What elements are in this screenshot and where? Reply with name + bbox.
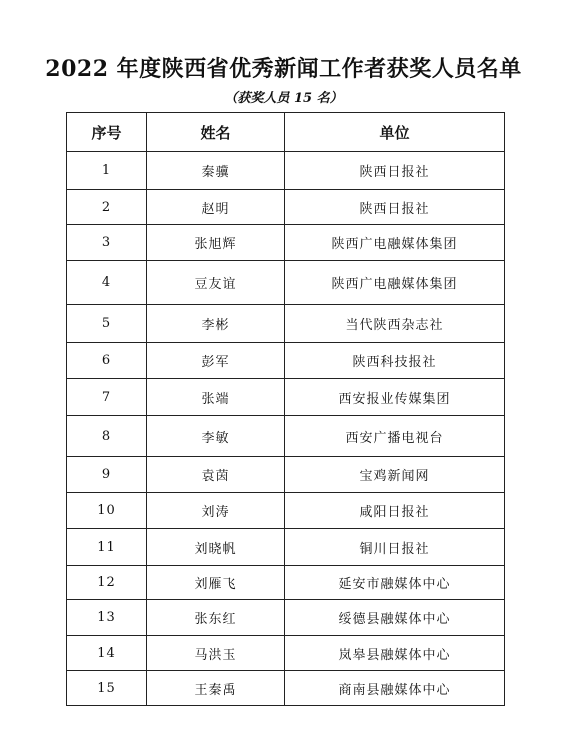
- row-name: 张端: [147, 379, 285, 416]
- row-unit: 宝鸡新闻网: [285, 457, 505, 493]
- row-name: 马洪玉: [147, 636, 285, 671]
- row-number: 5: [67, 305, 147, 343]
- row-name: 李敏: [147, 416, 285, 457]
- row-unit: 铜川日报社: [285, 529, 505, 566]
- row-number: 6: [67, 343, 147, 379]
- row-unit: 西安广播电视台: [285, 416, 505, 457]
- row-name: 秦骥: [147, 152, 285, 190]
- row-number: 14: [67, 636, 147, 671]
- row-unit: 岚皋县融媒体中心: [285, 636, 505, 671]
- row-unit: 陕西日报社: [285, 152, 505, 190]
- row-unit: 西安报业传媒集团: [285, 379, 505, 416]
- row-unit: 陕西广电融媒体集团: [285, 225, 505, 261]
- table-row: [67, 566, 505, 600]
- table-row: [67, 457, 505, 493]
- header-row: [67, 113, 505, 152]
- award-roster-table: [66, 112, 505, 706]
- row-unit: 延安市融媒体中心: [285, 566, 505, 600]
- row-name: 刘涛: [147, 493, 285, 529]
- row-number: 10: [67, 493, 147, 529]
- row-number: 15: [67, 671, 147, 706]
- row-number: 12: [67, 566, 147, 600]
- row-unit: 咸阳日报社: [285, 493, 505, 529]
- row-name: 豆友谊: [147, 261, 285, 305]
- row-name: 刘雁飞: [147, 566, 285, 600]
- table-row: [67, 152, 505, 190]
- row-unit: 当代陕西杂志社: [285, 305, 505, 343]
- row-unit: 陕西日报社: [285, 190, 505, 225]
- page-title: 2022 年度陕西省优秀新闻工作者获奖人员名单: [45, 56, 522, 82]
- table-row: [67, 529, 505, 566]
- row-name: 张旭辉: [147, 225, 285, 261]
- table-row: [67, 671, 505, 706]
- table-row: [67, 305, 505, 343]
- row-name: 袁茵: [147, 457, 285, 493]
- row-number: 13: [67, 600, 147, 636]
- row-unit: 商南县融媒体中心: [285, 671, 505, 706]
- row-number: 2: [67, 190, 147, 225]
- column-header-number: 序号: [67, 113, 147, 152]
- row-name: 王秦禹: [147, 671, 285, 706]
- table-row: [67, 416, 505, 457]
- row-name: 刘晓帆: [147, 529, 285, 566]
- row-number: 11: [67, 529, 147, 566]
- table-row: [67, 225, 505, 261]
- row-number: 8: [67, 416, 147, 457]
- column-header-name: 姓名: [147, 113, 285, 152]
- table-body: [67, 152, 505, 706]
- table-row: [67, 190, 505, 225]
- page-subtitle: （获奖人员 15 名）: [224, 91, 343, 106]
- table-row: [67, 343, 505, 379]
- row-name: 张东红: [147, 600, 285, 636]
- table-row: [67, 600, 505, 636]
- table-header: [67, 113, 505, 152]
- row-number: 1: [67, 152, 147, 190]
- table-row: [67, 493, 505, 529]
- row-name: 李彬: [147, 305, 285, 343]
- column-header-unit: 单位: [285, 113, 505, 152]
- row-number: 9: [67, 457, 147, 493]
- row-unit: 陕西科技报社: [285, 343, 505, 379]
- row-unit: 陕西广电融媒体集团: [285, 261, 505, 305]
- row-number: 4: [67, 261, 147, 305]
- row-number: 3: [67, 225, 147, 261]
- row-unit: 绥德县融媒体中心: [285, 600, 505, 636]
- table-row: [67, 379, 505, 416]
- table-row: [67, 261, 505, 305]
- row-number: 7: [67, 379, 147, 416]
- table-row: [67, 636, 505, 671]
- row-name: 赵明: [147, 190, 285, 225]
- row-name: 彭军: [147, 343, 285, 379]
